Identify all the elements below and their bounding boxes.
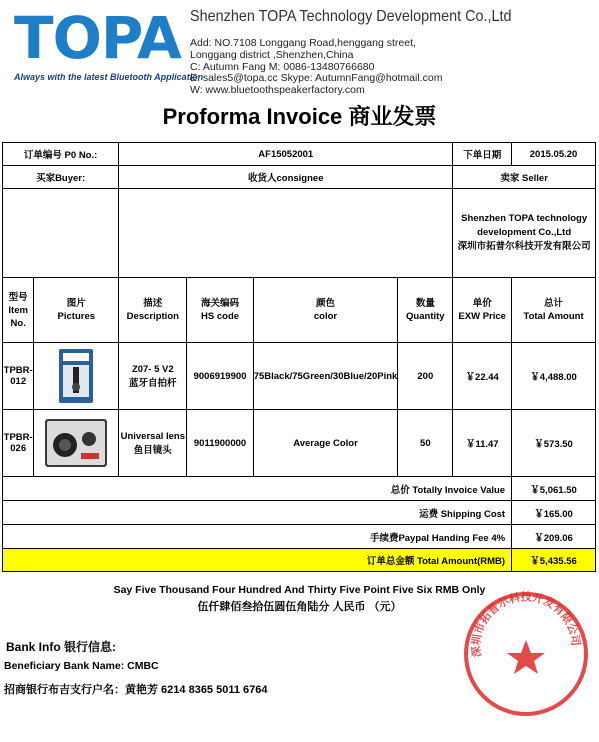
consignee-label: 收货人consignee (119, 166, 453, 189)
item-no: TPBR-026 (3, 410, 34, 477)
quantity: 200 (398, 343, 453, 410)
amount-in-words-en: Say Five Thousand Four Hundred And Thirty Five Point Five Six RMB Only (113, 584, 486, 596)
product-image-lens (34, 410, 119, 477)
col-header-item: 型号 Item No. (3, 278, 34, 343)
total-amount-label: 订单总金额 Total Amount(RMB) (3, 549, 512, 572)
seller-name-line: development Co.,Ltd (477, 227, 572, 238)
beneficiary-bank: Beneficiary Bank Name: CMBC (4, 660, 159, 672)
line-total: ￥4,488.00 (512, 343, 596, 410)
desc-en: Z07- 5 V2 (131, 363, 174, 375)
col-header-description: 描述 Description (119, 278, 187, 343)
order-date-value: 2015.05.20 (512, 143, 596, 166)
product-image-selfie-stick (34, 343, 119, 410)
col-header-quantity: 数量 Quantity (398, 278, 453, 343)
desc-cn: 鱼目镜头 (133, 444, 172, 456)
col-header-price: 单价 EXW Price (453, 278, 512, 343)
email-line: E: sales5@topa.cc Skype: AutumnFang@hotmail.com (190, 72, 443, 84)
hs-code: 9006919900 (187, 343, 253, 410)
unit-price: ￥11.47 (453, 410, 512, 477)
seller-name-line: Shenzhen TOPA technology (461, 213, 588, 224)
table-row (3, 410, 596, 477)
seller-label: 卖家 Seller (453, 166, 596, 189)
address-line: Add: NO.7108 Longgang Road,henggang street, (190, 37, 416, 49)
paypal-fee-label: 手续费Paypal Handing Fee 4% (3, 525, 512, 549)
company-seal (462, 590, 590, 718)
total-amount: ￥5,435.56 (512, 549, 596, 572)
buyer-cell (3, 189, 119, 278)
unit-price: ￥22.44 (453, 343, 512, 410)
color: 75Black/75Green/30Blue/20Pink (253, 343, 398, 410)
col-header-color: 颜色 color (253, 278, 398, 343)
col-header-pictures: 图片 Pictures (34, 278, 119, 343)
consignee-cell (119, 189, 453, 278)
desc-en: Universal lens (120, 430, 186, 442)
company-name: Shenzhen TOPA Technology Development Co.,Ltd (190, 8, 512, 25)
invoice-value: ￥5,061.50 (512, 477, 596, 501)
bank-info-title: Bank Info 银行信息: (6, 640, 116, 654)
website-line: W: www.bluetoothspeakerfactory.com (190, 84, 365, 96)
col-header-hs-code: 海关编码 HS code (187, 278, 253, 343)
invoice-value-label: 总价 Totally Invoice Value (3, 477, 512, 501)
invoice-table (2, 142, 596, 572)
table-row (3, 343, 596, 410)
buyer-label: 买家Buyer: (3, 166, 119, 189)
paypal-fee: ￥209.06 (512, 525, 596, 549)
shipping-cost-label: 运费 Shipping Cost (3, 501, 512, 525)
quantity: 50 (398, 410, 453, 477)
col-header-total: 总计 Total Amount (512, 278, 596, 343)
item-no: TPBR-012 (3, 343, 34, 410)
line-total: ￥573.50 (512, 410, 596, 477)
logo-text: TOPA (14, 4, 181, 72)
seller-name-cn: 深圳市拓普尔科技开发有限公司 (457, 241, 591, 252)
seller-cell (453, 189, 596, 278)
order-date-label: 下单日期 (453, 143, 512, 166)
po-value: AF15052001 (119, 143, 453, 166)
document-title: Proforma Invoice 商业发票 (162, 104, 437, 129)
logo-tagline: Always with the latest Bluetooth Application (14, 72, 204, 82)
hs-code: 9011900000 (187, 410, 253, 477)
desc-cn: 蓝牙自拍杆 (129, 377, 177, 389)
company-logo (8, 4, 204, 88)
contact-line: C: Autumn Fang M: 0086-13480766680 (190, 61, 375, 73)
amount-in-words-cn: 伍仟肆佰叁拾伍圆伍角陆分 人民币 （元） (197, 601, 402, 613)
address-line: Longgang district ,Shenzhen,China (190, 49, 354, 61)
bank-account: 招商银行布吉支行户名：黄艳芳 6214 8365 5011 6764 (4, 684, 268, 696)
po-label: 订单编号 P0 No.: (3, 143, 119, 166)
shipping-cost: ￥165.00 (512, 501, 596, 525)
color: Average Color (253, 410, 398, 477)
svg-text:深圳市拓普尔科技开发有限公司: 深圳市拓普尔科技开发有限公司 (469, 590, 583, 658)
